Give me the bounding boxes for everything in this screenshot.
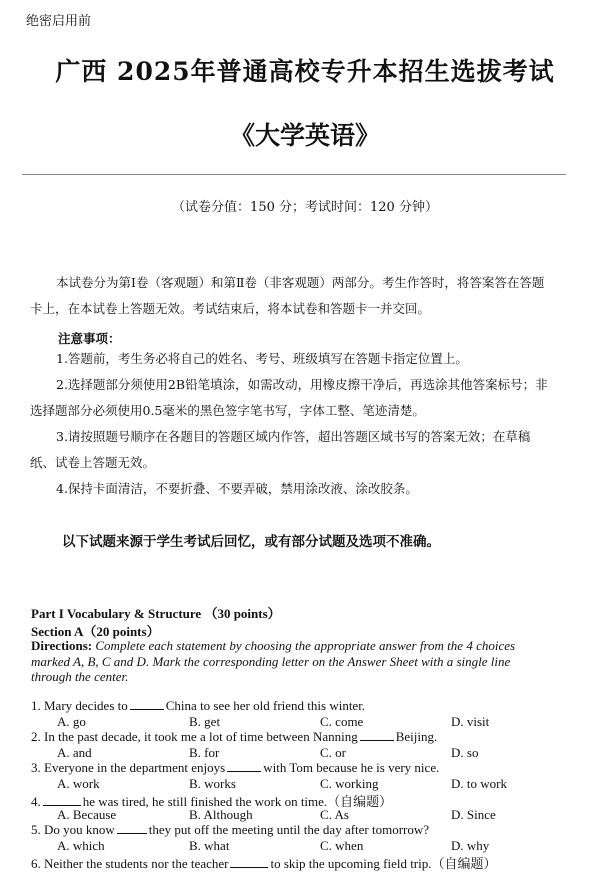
question-3 [31, 760, 439, 776]
question-text: China to see her old friend this winter. [165, 698, 366, 713]
question-text: 1. Mary decides to [31, 698, 128, 713]
question-text: 5. Do you know [31, 822, 115, 837]
part-title: Part I Vocabulary & Structure （30 points） [31, 606, 281, 621]
instructions-intro: 本试卷分为第Ⅰ卷（客观题）和第Ⅱ卷（非客观题）两部分。考生作答时，将答案答在答题卡上，在本试卷上答题无效。考试结束后，将本试卷和答题卡一并交回。 [30, 275, 545, 316]
option-a: A. Because [57, 807, 117, 822]
option-a: A. and [57, 745, 92, 760]
option-a: A. which [57, 838, 105, 853]
option-b: B. works [189, 776, 236, 791]
option-d: D. so [451, 745, 479, 760]
notice-item-2: 2.选择题部分须使用2B铅笔填涂，如需改动，用橡皮擦干净后，再选涂其他答案标号；非选择题部分必须使用0.5毫米的黑色签字笔书写，字体工整、笔迹清楚。 [30, 377, 548, 418]
answer-blank [43, 795, 81, 806]
option-b: B. what [189, 838, 230, 853]
question-text: 6. Neither the students nor the teacher [31, 856, 229, 871]
notice-item-3: 3.请按照题号顺序在各题目的答题区域内作答，超出答题区域书写的答案无效；在草稿纸、试卷上答题无效。 [30, 429, 531, 470]
option-d: D. why [451, 838, 490, 853]
option-c: C. or [320, 745, 346, 760]
option-b: B. get [189, 714, 221, 729]
title-divider [22, 174, 566, 175]
option-d: D. Since [451, 807, 496, 822]
option-c: C. come [320, 714, 364, 729]
option-b: B. Although [189, 807, 253, 822]
section-title: Section A（20 points） [31, 624, 160, 639]
question-text: 3. Everyone in the department enjoys [31, 760, 226, 775]
notice-item-4: 4.保持卡面清洁，不要折叠、不要弄破，禁用涂改液、涂改胶条。 [56, 481, 418, 496]
question-text: Beijing. [395, 729, 438, 744]
answer-blank [230, 857, 268, 868]
exam-meta: （试卷分值：150 分；考试时间：120 分钟） [172, 200, 438, 215]
question-text: 4. [31, 794, 41, 809]
option-a: A. work [57, 776, 100, 791]
disclaimer: 以下试题来源于学生考试后回忆，或有部分试题及选项不准确。 [62, 534, 440, 550]
question-6 [31, 853, 497, 872]
directions-text: Complete each statement by choosing the appropriate answer from the 4 choices marked A, B, C and D. Mark the corresponding letter on the Answer Sheet with a single line through the center. [31, 638, 516, 684]
exam-title: 广西 2025年普通高校专升本招生选拔考试 [55, 57, 555, 86]
option-c: C. working [320, 776, 379, 791]
answer-blank [227, 761, 261, 772]
question-5 [31, 822, 429, 838]
question-text: they put off the meeting until the day after tomorrow? [148, 822, 430, 837]
subject-title: 《大学英语》 [229, 121, 380, 150]
notice-heading: 注意事项： [58, 331, 121, 346]
answer-blank [117, 823, 147, 834]
option-a: A. go [57, 714, 86, 729]
question-2 [31, 729, 437, 745]
question-1 [31, 698, 365, 714]
answer-blank [130, 699, 164, 710]
option-c: C. when [320, 838, 364, 853]
directions [31, 638, 551, 685]
question-text: with Tom because he is very nice. [263, 760, 440, 775]
option-d: D. visit [451, 714, 490, 729]
option-c: C. As [320, 807, 349, 822]
question-text: 2. In the past decade, it took me a lot of time between Nanning [31, 729, 358, 744]
question-text: he was tired, he still finished the work on time.（自编题） [82, 794, 393, 809]
option-b: B. for [189, 745, 220, 760]
notice-item-1: 1.答题前，考生务必将自己的姓名、考号、班级填写在答题卡指定位置上。 [56, 351, 468, 366]
answer-blank [360, 730, 394, 741]
directions-label: Directions: [31, 638, 93, 653]
confidential-label: 绝密启用前 [26, 14, 92, 29]
question-text: to skip the upcoming field trip.（自编题） [270, 856, 497, 871]
option-d: D. to work [451, 776, 507, 791]
